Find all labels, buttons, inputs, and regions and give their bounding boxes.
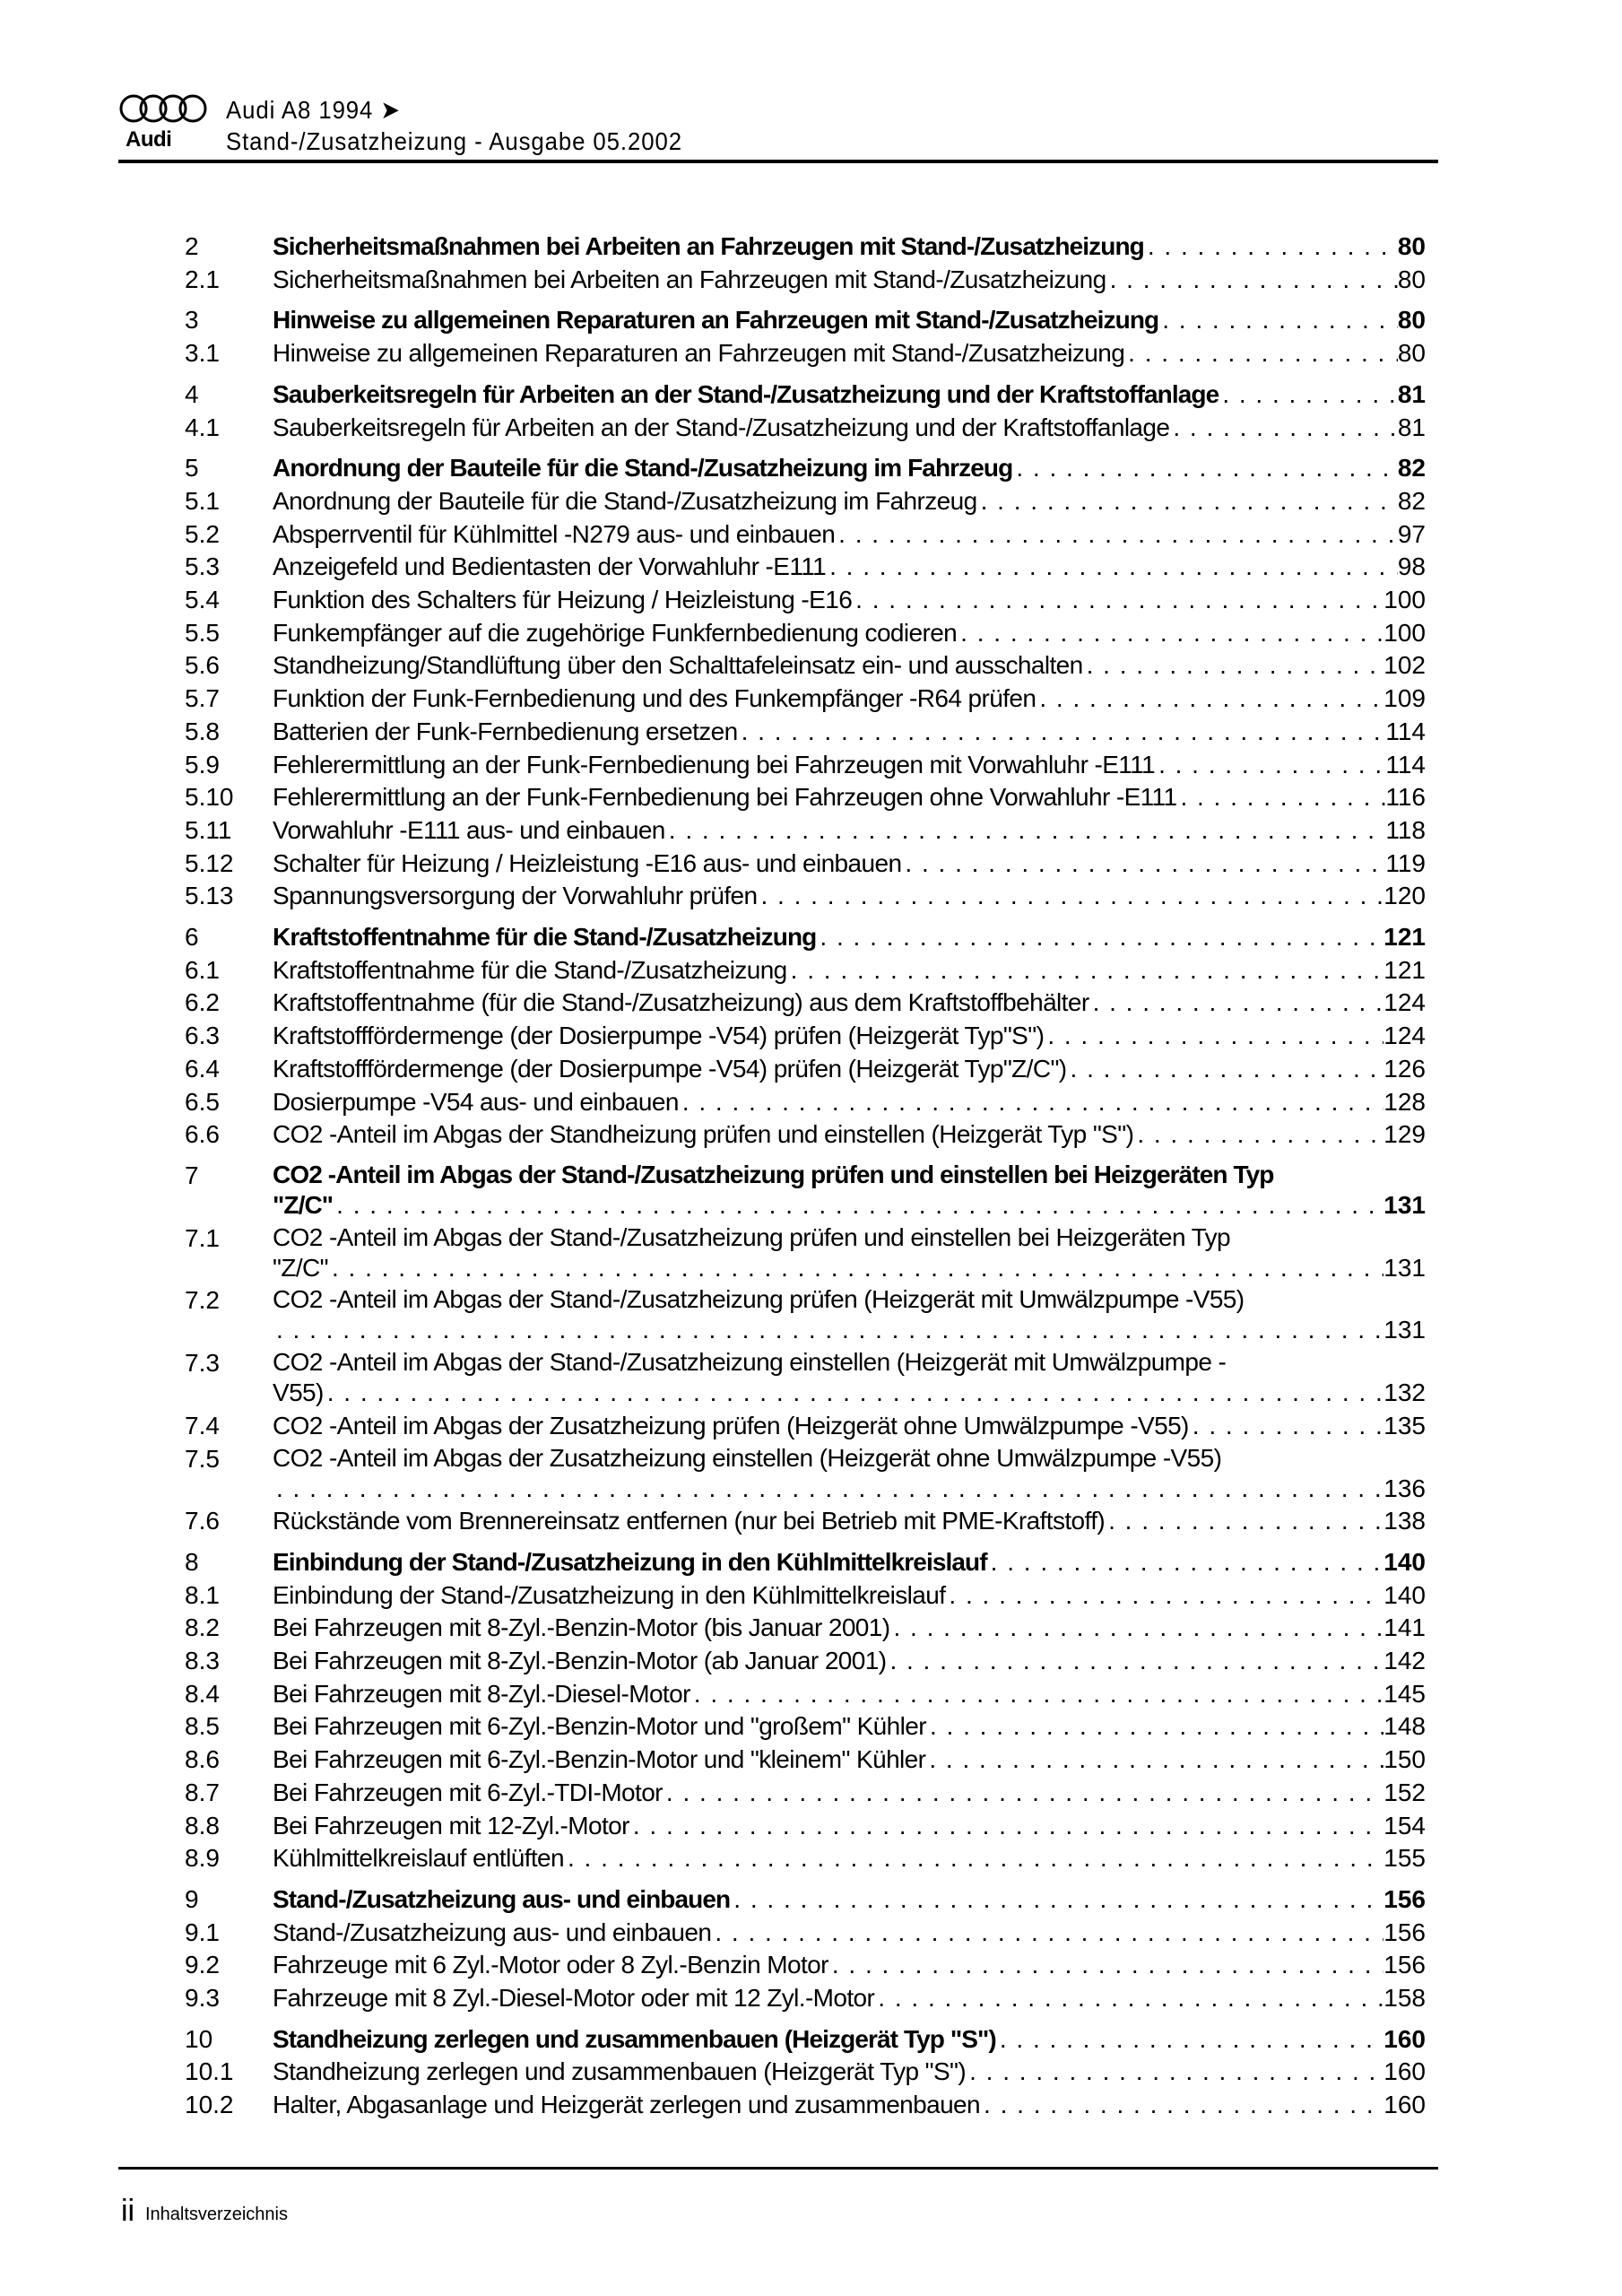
footer-section-label: Inhaltsverzeichnis bbox=[145, 2205, 288, 2224]
entry-number: 10 bbox=[185, 2024, 213, 2053]
entry-number: 8.2 bbox=[185, 1613, 220, 1642]
dot-leader bbox=[1036, 683, 1383, 716]
entry-number: 5.12 bbox=[185, 848, 234, 877]
toc-entry[interactable] bbox=[185, 954, 1426, 987]
dot-leader bbox=[828, 1949, 1383, 1982]
dot-leader bbox=[996, 2023, 1383, 2057]
toc-chapter-entry[interactable] bbox=[185, 1546, 1426, 1579]
entry-page: 81 bbox=[1397, 379, 1426, 408]
entry-number: 8.6 bbox=[185, 1745, 220, 1774]
toc-entry[interactable] bbox=[185, 1842, 1426, 1875]
toc-entry[interactable] bbox=[185, 749, 1426, 782]
entry-title: Funktion der Funk-Fernbedienung und des Funkempfänger -R64 prüfen bbox=[273, 684, 1037, 713]
entry-title: Kraftstoffentnahme (für die Stand-/Zusatzheizung) aus dem Kraftstoffbehälter bbox=[273, 988, 1089, 1017]
entry-number: 6.5 bbox=[185, 1087, 220, 1116]
entry-title: CO2 -Anteil im Abgas der Standheizung prüfen und einstellen (Heizgerät Typ "S") bbox=[273, 1120, 1134, 1149]
entry-title: Absperrventil für Kühlmittel -N279 aus- und einbauen bbox=[273, 519, 836, 548]
entry-number: 9 bbox=[185, 1884, 199, 1913]
audi-rings-icon bbox=[118, 93, 208, 124]
entry-title: Stand-/Zusatzheizung aus- und einbauen bbox=[273, 1884, 731, 1913]
entry-page: 80 bbox=[1397, 339, 1426, 368]
entry-page: 98 bbox=[1397, 552, 1426, 581]
entry-number: 9.3 bbox=[185, 1984, 220, 2013]
entry-number: 4 bbox=[185, 379, 199, 408]
toc-entry[interactable] bbox=[185, 1410, 1426, 1443]
dot-leader bbox=[711, 1917, 1383, 1950]
entry-title: CO2 -Anteil im Abgas der Stand-/Zusatzheizung prüfen (Heizgerät mit Umwälzpumpe -V55) bbox=[273, 1285, 1245, 1314]
entry-number: 5.13 bbox=[185, 882, 234, 910]
entry-page: 81 bbox=[1397, 413, 1426, 441]
dot-leader bbox=[273, 1473, 1383, 1506]
toc-entry[interactable] bbox=[185, 1744, 1426, 1777]
toc-chapter-entry[interactable] bbox=[185, 1883, 1426, 1917]
dot-leader bbox=[1124, 337, 1398, 370]
entry-page: 114 bbox=[1385, 717, 1426, 745]
dot-leader bbox=[629, 1810, 1383, 1843]
toc-entry[interactable] bbox=[185, 1020, 1426, 1053]
toc-entry[interactable] bbox=[185, 485, 1426, 518]
entry-page: 160 bbox=[1383, 2091, 1426, 2119]
entry-page: 100 bbox=[1383, 618, 1426, 647]
entry-title: Bei Fahrzeugen mit 12-Zyl.-Motor bbox=[273, 1811, 629, 1839]
toc-entry[interactable] bbox=[185, 1949, 1426, 1982]
entry-page: 109 bbox=[1383, 684, 1426, 713]
entry-number: 6.4 bbox=[185, 1054, 220, 1083]
toc-entry[interactable] bbox=[185, 1645, 1426, 1678]
entry-title: Sauberkeitsregeln für Arbeiten an der Stand-/Zusatzheizung und der Kraftstoffanlage bbox=[273, 413, 1170, 441]
toc-entry[interactable] bbox=[185, 1505, 1426, 1538]
dot-leader bbox=[564, 1842, 1383, 1875]
toc-entry[interactable] bbox=[185, 2089, 1426, 2122]
entry-number: 5.10 bbox=[185, 783, 234, 812]
dot-leader bbox=[1189, 1410, 1383, 1443]
toc-entry[interactable] bbox=[185, 617, 1426, 650]
entry-title: Batterien der Funk-Fernbedienung ersetzen bbox=[273, 717, 738, 745]
entry-title: Standheizung zerlegen und zusammenbauen (Heizgerät Typ "S") bbox=[273, 2057, 967, 2086]
toc-chapter-entry[interactable] bbox=[185, 378, 1426, 412]
entry-number: 6.1 bbox=[185, 955, 220, 984]
dot-leader bbox=[324, 1377, 1384, 1410]
dot-leader bbox=[757, 880, 1383, 913]
entry-page: 150 bbox=[1383, 1745, 1426, 1774]
entry-title: Bei Fahrzeugen mit 8-Zyl.-Diesel-Motor bbox=[273, 1679, 690, 1708]
entry-title: Fahrzeuge mit 8 Zyl.-Diesel-Motor oder mit 12 Zyl.-Motor bbox=[273, 1984, 875, 2013]
entry-page: 124 bbox=[1383, 988, 1426, 1017]
entry-title: Spannungsversorgung der Vorwahluhr prüfen bbox=[273, 882, 758, 910]
entry-page: 141 bbox=[1383, 1613, 1426, 1642]
entry-title: CO2 -Anteil im Abgas der Stand-/Zusatzheizung einstellen (Heizgerät mit Umwälzpumpe - bbox=[273, 1348, 1227, 1377]
toc-chapter-entry[interactable] bbox=[185, 1160, 1426, 1222]
entry-title: Standheizung/Standlüftung über den Schalttafeleinsatz ein- und ausschalten bbox=[273, 651, 1083, 680]
entry-title: Einbindung der Stand-/Zusatzheizung in den Kühlmittelkreislauf bbox=[273, 1580, 946, 1609]
entry-page: 97 bbox=[1397, 519, 1426, 548]
entry-page: 82 bbox=[1397, 486, 1426, 515]
entry-number: 3.1 bbox=[185, 339, 220, 368]
entry-title: Kraftstoffentnahme für die Stand-/Zusatzheizung bbox=[273, 955, 787, 984]
entry-title: Hinweise zu allgemeinen Reparaturen an Fahrzeugen mit Stand-/Zusatzheizung bbox=[273, 306, 1159, 335]
entry-number: 8.3 bbox=[185, 1647, 220, 1675]
entry-title: Stand-/Zusatzheizung aus- und einbauen bbox=[273, 1918, 712, 1946]
dot-leader bbox=[787, 954, 1384, 987]
toc-entry[interactable] bbox=[185, 649, 1426, 683]
document-title: Audi A8 1994 ➤ bbox=[226, 96, 401, 124]
toc-entry[interactable] bbox=[185, 1053, 1426, 1086]
entry-title: CO2 -Anteil im Abgas der Zusatzheizung prüfen (Heizgerät ohne Umwälzpumpe -V55) bbox=[273, 1411, 1189, 1439]
entry-title: Standheizung zerlegen und zusammenbauen (Heizgerät Typ "S") bbox=[273, 2024, 996, 2053]
toc-entry[interactable] bbox=[185, 987, 1426, 1020]
entry-title: Kraftstofffördermenge (der Dosierpumpe -V54) prüfen (Heizgerät Typ"S") bbox=[273, 1022, 1045, 1050]
dot-leader bbox=[977, 485, 1398, 518]
entry-page: 140 bbox=[1383, 1580, 1426, 1609]
dot-leader bbox=[826, 551, 1398, 584]
toc-chapter-entry[interactable] bbox=[185, 2023, 1426, 2057]
dot-leader bbox=[1144, 230, 1398, 264]
entry-number: 8.5 bbox=[185, 1712, 220, 1741]
entry-page: 152 bbox=[1383, 1778, 1426, 1806]
toc-entry[interactable] bbox=[185, 1347, 1426, 1410]
dot-leader bbox=[874, 1982, 1383, 2015]
entry-page: 135 bbox=[1383, 1411, 1426, 1439]
entry-number: 8.4 bbox=[185, 1679, 220, 1708]
toc-entry[interactable] bbox=[185, 1982, 1426, 2015]
entry-page: 124 bbox=[1383, 1022, 1426, 1050]
dot-leader bbox=[886, 1645, 1383, 1678]
entry-page: 121 bbox=[1383, 955, 1426, 984]
entry-title: Sicherheitsmaßnahmen bei Arbeiten an Fahrzeugen mit Stand-/Zusatzheizung bbox=[273, 265, 1106, 293]
entry-page: 102 bbox=[1383, 651, 1426, 680]
dot-leader bbox=[980, 2089, 1383, 2122]
toc-entry[interactable] bbox=[185, 781, 1426, 814]
dot-leader bbox=[816, 921, 1383, 954]
entry-number: 5.11 bbox=[185, 815, 232, 844]
entry-page: 129 bbox=[1383, 1120, 1426, 1149]
entry-number: 3 bbox=[185, 306, 199, 335]
entry-page: 82 bbox=[1397, 454, 1426, 483]
dot-leader bbox=[1158, 304, 1398, 337]
dot-leader bbox=[889, 1612, 1383, 1645]
footer-page-number: ii bbox=[121, 2194, 135, 2228]
entry-title: Anordnung der Bauteile für die Stand-/Zusatzheizung im Fahrzeug bbox=[273, 486, 977, 515]
entry-number: 7 bbox=[185, 1161, 199, 1189]
toc-entry[interactable] bbox=[185, 716, 1426, 749]
entry-number: 7.3 bbox=[185, 1349, 220, 1378]
dot-leader bbox=[925, 1744, 1383, 1777]
entry-page: 142 bbox=[1383, 1647, 1426, 1675]
dot-leader bbox=[987, 1546, 1384, 1579]
toc-entry[interactable] bbox=[185, 1443, 1426, 1506]
entry-page: 132 bbox=[1383, 1378, 1426, 1407]
toc-chapter-entry[interactable] bbox=[185, 921, 1426, 954]
entry-page: 158 bbox=[1383, 1984, 1426, 2013]
entry-page: 126 bbox=[1383, 1054, 1426, 1083]
toc-entry[interactable] bbox=[185, 264, 1426, 297]
entry-number: 8.8 bbox=[185, 1811, 220, 1839]
toc-entry[interactable] bbox=[185, 551, 1426, 584]
entry-number: 6 bbox=[185, 923, 199, 952]
toc-entry[interactable] bbox=[185, 1222, 1426, 1285]
entry-title: Bei Fahrzeugen mit 6-Zyl.-Benzin-Motor und "kleinem" Kühler bbox=[273, 1745, 926, 1774]
dot-leader bbox=[1155, 749, 1385, 782]
dot-leader bbox=[1067, 1053, 1384, 1086]
entry-number: 9.2 bbox=[185, 1951, 220, 1979]
entry-title: Anordnung der Bauteile für die Stand-/Zusatzheizung im Fahrzeug bbox=[273, 454, 1013, 483]
entry-number: 5 bbox=[185, 454, 199, 483]
toc-entry[interactable] bbox=[185, 1917, 1426, 1950]
entry-number: 8.7 bbox=[185, 1778, 220, 1806]
dot-leader bbox=[328, 1252, 1383, 1285]
entry-title: Kraftstofffördermenge (der Dosierpumpe -V54) prüfen (Heizgerät Typ"Z/C") bbox=[273, 1054, 1067, 1083]
entry-number: 7.4 bbox=[185, 1411, 220, 1439]
entry-title: Bei Fahrzeugen mit 8-Zyl.-Benzin-Motor (ab Januar 2001) bbox=[273, 1647, 887, 1675]
entry-page: 131 bbox=[1383, 1190, 1426, 1219]
entry-number: 2.1 bbox=[185, 265, 220, 293]
dot-leader bbox=[1176, 781, 1385, 814]
entry-title: Kraftstoffentnahme für die Stand-/Zusatzheizung bbox=[273, 923, 817, 952]
entry-title: Halter, Abgasanlage und Heizgerät zerlegen und zusammenbauen bbox=[273, 2091, 981, 2119]
entry-title: Sauberkeitsregeln für Arbeiten an der Stand-/Zusatzheizung und der Kraftstoffanlage bbox=[273, 379, 1219, 408]
entry-number: 7.2 bbox=[185, 1286, 220, 1315]
entry-title: Fehlerermittlung an der Funk-Fernbedienung bei Fahrzeugen ohne Vorwahluhr -E111 bbox=[273, 783, 1177, 812]
toc-entry[interactable] bbox=[185, 412, 1426, 445]
dot-leader bbox=[1106, 264, 1398, 297]
entry-number: 6.3 bbox=[185, 1022, 220, 1050]
entry-number: 5.7 bbox=[185, 684, 220, 713]
dot-leader bbox=[1089, 987, 1384, 1020]
entry-number: 5.1 bbox=[185, 486, 220, 515]
entry-title: Dosierpumpe -V54 aus- und einbauen bbox=[273, 1087, 679, 1116]
entry-page: 131 bbox=[1383, 1253, 1426, 1282]
entry-number: 8 bbox=[185, 1547, 199, 1576]
dot-leader bbox=[945, 1579, 1383, 1613]
toc-entry[interactable] bbox=[185, 814, 1426, 848]
entry-page: 80 bbox=[1397, 232, 1426, 260]
entry-number: 5.8 bbox=[185, 717, 220, 745]
entry-page: 128 bbox=[1383, 1087, 1426, 1116]
toc-entry[interactable] bbox=[185, 1118, 1426, 1152]
toc-entry[interactable] bbox=[185, 1612, 1426, 1645]
toc-entry[interactable] bbox=[185, 1810, 1426, 1843]
entry-page: 140 bbox=[1383, 1547, 1426, 1576]
toc-entry[interactable] bbox=[185, 1086, 1426, 1119]
entry-title: Anzeigefeld und Bedientasten der Vorwahluhr -E111 bbox=[273, 552, 827, 581]
toc-entry[interactable] bbox=[185, 2056, 1426, 2089]
entry-page: 155 bbox=[1383, 1844, 1426, 1873]
dot-leader bbox=[738, 716, 1386, 749]
entry-number: 2 bbox=[185, 232, 199, 260]
entry-title: Rückstände vom Brennereinsatz entfernen (nur bei Betrieb mit PME-Kraftstoff) bbox=[273, 1507, 1106, 1535]
entry-number: 10.1 bbox=[185, 2057, 234, 2086]
entry-page: 80 bbox=[1397, 306, 1426, 335]
dot-leader bbox=[679, 1086, 1383, 1119]
entry-page: 148 bbox=[1383, 1712, 1426, 1741]
entry-title: CO2 -Anteil im Abgas der Stand-/Zusatzheizung prüfen und einstellen bei Heizgeräten Typ bbox=[273, 1160, 1274, 1188]
toc-chapter-entry[interactable] bbox=[185, 230, 1426, 264]
entry-number: 5.3 bbox=[185, 552, 220, 581]
entry-title: Fehlerermittlung an der Funk-Fernbedienung bei Fahrzeugen mit Vorwahluhr -E111 bbox=[273, 750, 1156, 778]
entry-number: 5.5 bbox=[185, 618, 220, 647]
entry-page: 138 bbox=[1383, 1507, 1426, 1535]
toc-entry[interactable] bbox=[185, 518, 1426, 552]
toc-entry[interactable] bbox=[185, 683, 1426, 716]
entry-number: 5.6 bbox=[185, 651, 220, 680]
entry-number: 7.1 bbox=[185, 1223, 220, 1252]
entry-title: Einbindung der Stand-/Zusatzheizung in den Kühlmittelkreislauf bbox=[273, 1547, 987, 1576]
entry-page: 156 bbox=[1383, 1918, 1426, 1946]
entry-number: 7.5 bbox=[185, 1444, 220, 1473]
entry-number: 8.1 bbox=[185, 1580, 220, 1609]
entry-page: 80 bbox=[1397, 265, 1426, 293]
entry-page: 120 bbox=[1383, 882, 1426, 910]
entry-page: 131 bbox=[1383, 1316, 1426, 1344]
entry-title: Bei Fahrzeugen mit 6-Zyl.-TDI-Motor bbox=[273, 1778, 663, 1806]
entry-number: 6.6 bbox=[185, 1120, 220, 1149]
dot-leader bbox=[1133, 1118, 1383, 1152]
dot-leader bbox=[663, 1777, 1383, 1810]
dot-leader bbox=[926, 1710, 1383, 1744]
dot-leader bbox=[1219, 378, 1398, 412]
dot-leader bbox=[690, 1678, 1383, 1711]
entry-page: 156 bbox=[1383, 1884, 1426, 1913]
toc-entry[interactable] bbox=[185, 1777, 1426, 1810]
dot-leader bbox=[852, 584, 1383, 617]
entry-page: 156 bbox=[1383, 1951, 1426, 1979]
table-of-contents bbox=[185, 230, 1426, 2122]
entry-page: 154 bbox=[1383, 1811, 1426, 1839]
entry-number: 7.6 bbox=[185, 1507, 220, 1535]
entry-number: 5.2 bbox=[185, 519, 220, 548]
entry-number: 6.2 bbox=[185, 988, 220, 1017]
entry-title-continued: V55) bbox=[273, 1378, 324, 1407]
footer-rule bbox=[118, 2167, 1438, 2170]
entry-title: Vorwahluhr -E111 aus- und einbauen bbox=[273, 815, 665, 844]
toc-entry[interactable] bbox=[185, 1579, 1426, 1613]
toc-entry[interactable] bbox=[185, 1284, 1426, 1347]
dot-leader bbox=[333, 1189, 1383, 1222]
entry-title: Fahrzeuge mit 6 Zyl.-Motor oder 8 Zyl.-Benzin Motor bbox=[273, 1951, 828, 1979]
dot-leader bbox=[1012, 452, 1398, 485]
entry-title: CO2 -Anteil im Abgas der Zusatzheizung einstellen (Heizgerät ohne Umwälzpumpe -V55) bbox=[273, 1443, 1222, 1472]
entry-page: 114 bbox=[1385, 750, 1426, 778]
toc-entry[interactable] bbox=[185, 1710, 1426, 1744]
dot-leader bbox=[665, 814, 1386, 848]
entry-title: Bei Fahrzeugen mit 6-Zyl.-Benzin-Motor und "großem" Kühler bbox=[273, 1712, 926, 1741]
toc-chapter-entry[interactable] bbox=[185, 304, 1426, 337]
dot-leader bbox=[1105, 1505, 1383, 1538]
entry-title: Kühlmittelkreislauf entlüften bbox=[273, 1844, 564, 1873]
entry-title: Funkempfänger auf die zugehörige Funkfernbedienung codieren bbox=[273, 618, 958, 647]
page-header bbox=[118, 90, 1438, 163]
dot-leader bbox=[273, 1314, 1383, 1347]
entry-title: Funktion des Schalters für Heizung / Heizleistung -E16 bbox=[273, 586, 853, 614]
entry-number: 10.2 bbox=[185, 2091, 234, 2119]
dot-leader bbox=[835, 518, 1398, 552]
entry-title: CO2 -Anteil im Abgas der Stand-/Zusatzheizung prüfen und einstellen bei Heizgeräten Typ bbox=[273, 1222, 1230, 1251]
toc-entry[interactable] bbox=[185, 584, 1426, 617]
toc-entry[interactable] bbox=[185, 880, 1426, 913]
dot-leader bbox=[1083, 649, 1384, 683]
entry-title-continued: "Z/C" bbox=[273, 1190, 334, 1219]
entry-page: 116 bbox=[1385, 783, 1426, 812]
entry-number: 5.4 bbox=[185, 586, 220, 614]
dot-leader bbox=[901, 848, 1385, 881]
entry-number: 4.1 bbox=[185, 413, 220, 441]
document-subtitle: Stand-/Zusatzheizung - Ausgabe 05.2002 bbox=[226, 127, 683, 155]
entry-title-continued: "Z/C" bbox=[273, 1253, 328, 1282]
entry-page: 160 bbox=[1383, 2024, 1426, 2053]
entry-page: 119 bbox=[1385, 848, 1426, 877]
toc-entry[interactable] bbox=[185, 1678, 1426, 1711]
entry-title: Bei Fahrzeugen mit 8-Zyl.-Benzin-Motor (bis Januar 2001) bbox=[273, 1613, 890, 1642]
entry-page: 100 bbox=[1383, 586, 1426, 614]
dot-leader bbox=[730, 1883, 1383, 1917]
entry-title: Sicherheitsmaßnahmen bei Arbeiten an Fahrzeugen mit Stand-/Zusatzheizung bbox=[273, 232, 1144, 260]
audi-wordmark: Audi bbox=[126, 127, 172, 152]
dot-leader bbox=[966, 2056, 1383, 2089]
entry-page: 136 bbox=[1383, 1474, 1426, 1502]
toc-entry[interactable] bbox=[185, 337, 1426, 370]
entry-title: Hinweise zu allgemeinen Reparaturen an Fahrzeugen mit Stand-/Zusatzheizung bbox=[273, 339, 1125, 368]
dot-leader bbox=[1169, 412, 1397, 445]
toc-chapter-entry[interactable] bbox=[185, 452, 1426, 485]
entry-number: 8.9 bbox=[185, 1844, 220, 1873]
audi-logo bbox=[118, 93, 208, 156]
entry-title: Schalter für Heizung / Heizleistung -E16 aus- und einbauen bbox=[273, 848, 902, 877]
entry-number: 9.1 bbox=[185, 1918, 220, 1946]
entry-page: 121 bbox=[1383, 923, 1426, 952]
entry-number: 5.9 bbox=[185, 750, 220, 778]
dot-leader bbox=[1044, 1020, 1383, 1053]
entry-page: 160 bbox=[1383, 2057, 1426, 2086]
entry-page: 145 bbox=[1383, 1679, 1426, 1708]
entry-page: 118 bbox=[1385, 815, 1426, 844]
dot-leader bbox=[957, 617, 1383, 650]
toc-entry[interactable] bbox=[185, 848, 1426, 881]
